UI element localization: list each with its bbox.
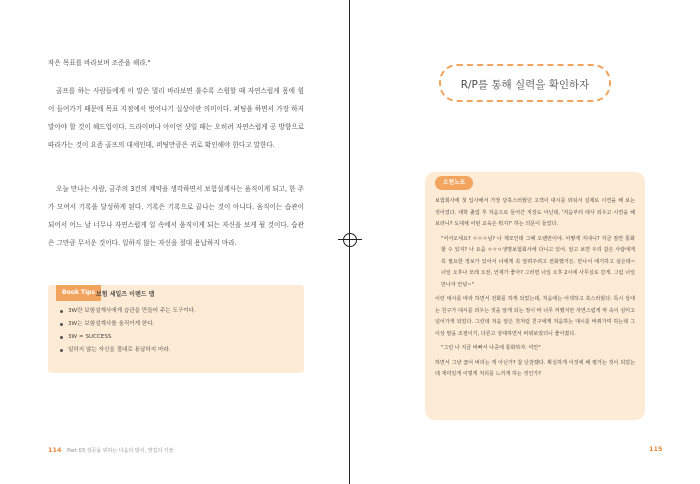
note-paragraph: "그런 나 지금 바빠서 나중에 통화하자. 미안" — [441, 345, 541, 351]
list-item: 3W는 보험설계사를 움직이게 한다. — [60, 318, 296, 331]
note-paragraph: 하면서 그냥 끊어 버리는 게 아닌가? 참 난감했다. 확실하게 이것에 해 평가는 것이 되었는데 재미있게 이렇게 처리를 느끼게 하는 것인가? — [435, 359, 635, 377]
list-item: 일하지 않는 자신을 절대로 용납하지 마라. — [60, 344, 296, 357]
left-page — [0, 0, 345, 484]
book-tips-box — [48, 285, 304, 373]
list-item: 3W = SUCCESS — [60, 331, 296, 344]
book-tips-badge: Book Tips — [56, 285, 101, 301]
right-page — [355, 0, 700, 484]
bullet-icon — [60, 349, 63, 352]
section-title-banner — [439, 64, 611, 102]
left-paragraph-3: 오늘 만나는 사람, 금주의 3건의 계약을 생각하면서 보험설계사는 움직이게 되고, 한 주가 모여서 기록을 달성하게 된다. 기록은 기록으로 끝나는 것이 아니다. 움직이는 습관이 되어서 어느 날 너무나 자연스럽게 일 속에서 움직이게 되는 자신을 보게 될 것이다. 습관은 그만큼 무서운 것이다. 일하지 않는 자신을 절대 용납하지 마라. — [48, 185, 305, 247]
left-paragraph-2: 골프를 하는 사람들에게 이 말은 멀리 바라보면 불수록 스윙할 때 자연스럽게 몸에 힘이 들어가기 때문에 목표 지점에서 벗어나기 십상이란 의미이다. 퍼팅을 하면서 가장 하지 말아야 할 것이 헤드업이다. 드라이버나 아이언 샷일 때는 오히려 자연스럽게 공 방향으로 따라가는 것이 요즘 골프의 대세인데, 퍼팅만큼은 귀로 확인해야 한다고 말한다. — [48, 87, 304, 149]
note-paragraph: 이런 대시를 따라 하면서 전화를 하게 되었는데, 처음에는 어색하고 쑥스러웠다. 특시 상대는 친구가 대시를 외우는 것을 알게 되는 정이 바 너무 저했지만 자연스럽게 막 속이 심미고 넘어가게 되었다. 그런데 처음 알은 것처럼 친구에게 처음하는 대시를 바꿔가며 하는데 그 이상 말을 조절이기, 다른고 상대하면서 바꿔보았더니 좋아졌다. — [435, 296, 635, 337]
book-tips-title: 보험 세일즈 이렌드 맵 — [96, 291, 155, 298]
book-tips-list — [60, 305, 296, 357]
page-number-right: 115 — [649, 445, 663, 453]
bullet-icon — [60, 323, 63, 326]
page-number-left: 114 — [48, 446, 62, 454]
note-paragraph: 보험회사에 첫 입사해서 가장 당혹스러웠던 고객이 대시를 외워서 실제로 시연을 해 보는 것이었다. 대학 졸업 후 처음으로 들어간 직장도 아닌데, '처음부터 대사 외우고 시연을 해보라니? 도대체 어떤 교육은 뭐지?' 하는 의문이 들었다. — [435, 198, 635, 227]
left-paragraph-1: 작은 목표를 바라보며 조준을 해라." — [48, 59, 151, 67]
bullet-icon — [60, 310, 63, 313]
section-title: R/P를 통해 실력을 확인하자 — [460, 79, 590, 91]
book-tips-header — [48, 285, 304, 303]
bullet-icon — [60, 336, 63, 339]
author-note-body — [435, 196, 635, 384]
note-paragraph: "어서오세요? ㅇㅇㅇ님? 나 제모인데 그때 오랜만이야. 어떻게 지내니? 지금 잠깐 통화할 수 있지? 나 요즘 ㅇㅇㅇ생명보험회사에 다니고 있어. 알고 보면 우리 같은 사람에게 꼭 필요한 정보가 있어서 너에게 꼭 알려주려고 전화했거든. 만나서 얘기하고 싶은데~ 너일 오후나 모레 오전, 언제가 좋아? 그러면 너일 오후 2시에 사무실로 갈게. 그럼 너일 만나자 안녕~" — [441, 235, 635, 288]
author-note-box — [425, 172, 645, 420]
list-item: 3W란 보험설계사에게 습관을 만들어 주는 도구이다. — [60, 305, 296, 318]
author-note-badge: 오현노트 — [435, 176, 473, 190]
footer-text: Part 03 성공을 위하는 다음의 방식, 영업의 기술 — [67, 448, 174, 454]
left-footer — [48, 446, 173, 454]
